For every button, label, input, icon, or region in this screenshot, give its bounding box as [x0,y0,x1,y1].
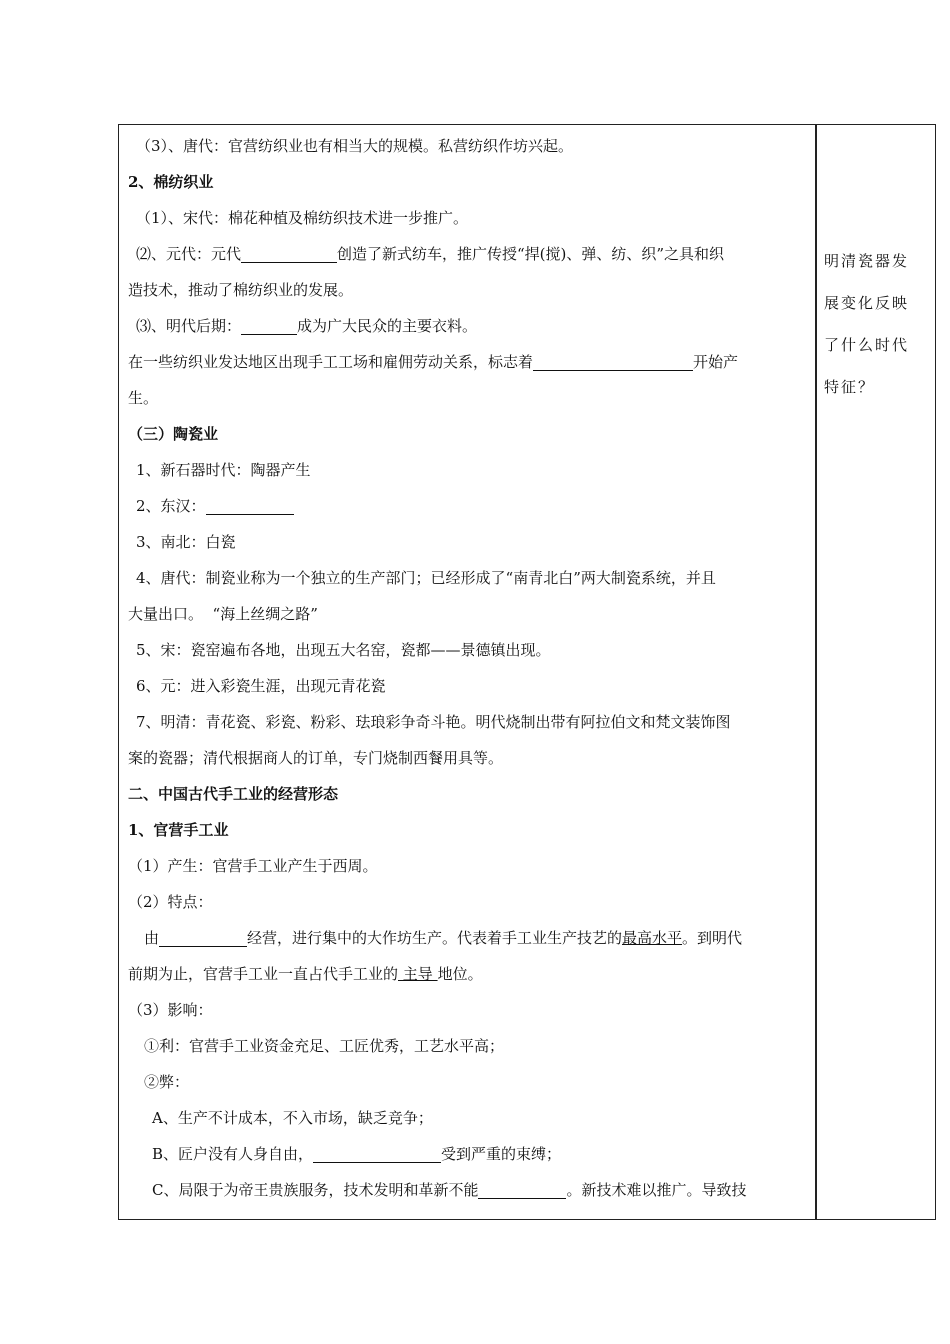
fill-blank [241,314,297,335]
side-line: 了什么时代 [824,336,910,354]
text-line: 2、东汉： [128,488,810,524]
text-line: ①利：官营手工业资金充足、工匠优秀，工艺水平高； [144,1037,505,1055]
text-line: 在一些纺织业发达地区出现手工工场和雇佣劳动关系，标志着 开始产 [128,344,810,380]
text-line: 案的瓷器；清代根据商人的订单，专门烧制西餐用具等。 [128,749,504,767]
text-line: 大量出口。 “海上丝绸之路” [128,605,318,623]
side-line: 特征？ [824,378,876,396]
text-line: 生。 [128,389,159,407]
side-question [824,240,928,408]
column-divider [816,124,817,1220]
section-heading: 2、棉纺织业 [128,173,214,191]
underlined-term: 主导 [398,965,438,983]
fill-blank [159,926,247,947]
text-line: （1）、宋代：棉花种植及棉纺织技术进一步推广。 [136,209,469,227]
text-line: 6、元：进入彩瓷生涯，出现元青花瓷 [136,677,386,695]
text-line: 5、宋：瓷窑遍布各地，出现五大名窑，瓷都——景德镇出现。 [136,641,551,659]
side-line: 展变化反映 [824,294,910,312]
text-line: （3）、唐代：官营纺织业也有相当大的规模。私营纺织作坊兴起。 [136,137,574,155]
side-line: 明清瓷器发 [824,252,910,270]
text-line: 前期为止，官营手工业一直占代手工业的 主导 地位。 [128,965,483,983]
text-line: ⑶、明代后期： 成为广大民众的主要衣料。 [128,308,810,344]
text-line: 1、新石器时代：陶器产生 [136,461,311,479]
text-line: （3）影响： [128,1001,213,1019]
text-line: A、生产不计成本，不入市场，缺乏竞争； [152,1109,433,1127]
fill-blank [313,1142,441,1163]
underlined-term: 最高水平 [622,929,683,947]
text-line: ②弊： [144,1073,190,1091]
text-line: （1）产生：官营手工业产生于西周。 [128,857,378,875]
text-line: 3、南北：白瓷 [136,533,236,551]
content-column [128,128,810,1208]
section-heading: 二、中国古代手工业的经营形态 [128,785,339,803]
text-line: ⑵、元代：元代 创造了新式纺车，推广传授“捍(搅)、弹、纺、织”之具和织 [128,236,810,272]
text-line: 造技术，推动了棉纺织业的发展。 [128,281,354,299]
text-line: （2）特点： [128,893,213,911]
text-line: 4、唐代：制瓷业称为一个独立的生产部门；已经形成了“南青北白”两大制瓷系统，并且 [136,569,716,587]
fill-blank [478,1178,566,1199]
section-heading: （三）陶瓷业 [128,425,219,443]
fill-blank [206,494,294,515]
text-line: C、局限于为帝王贵族服务，技术发明和革新不能 。新技术难以推广。导致技 [128,1172,810,1208]
text-line: B、匠户没有人身自由， 受到严重的束缚； [128,1136,810,1172]
text-line: 7、明清：青花瓷、彩瓷、粉彩、珐琅彩争奇斗艳。明代烧制出带有阿拉伯文和梵文装饰图 [136,713,731,731]
text-line: 由 经营，进行集中的大作坊生产。代表着手工业生产技艺的最高水平。到明代 [128,920,810,956]
fill-blank [241,242,337,263]
section-heading: 1、官营手工业 [128,821,229,839]
fill-blank [533,350,693,371]
